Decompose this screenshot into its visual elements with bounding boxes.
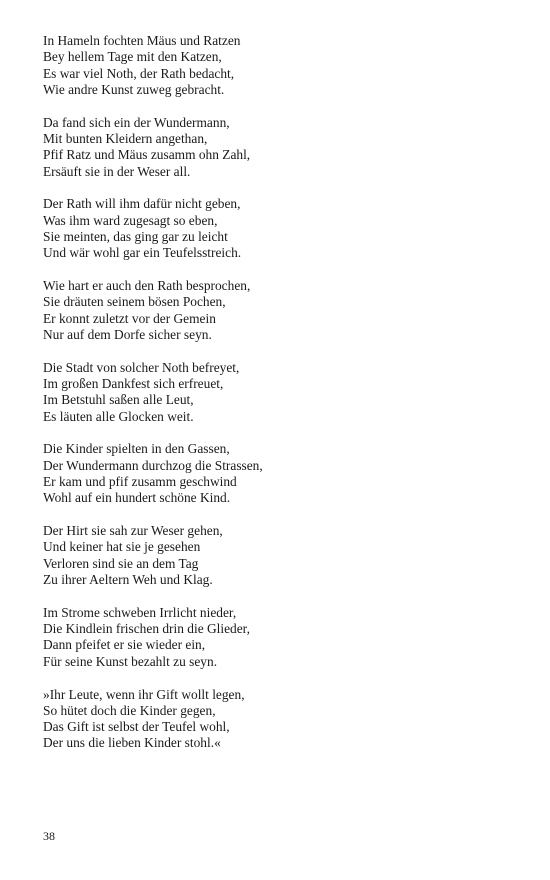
poem-line: Dann pfeifet er sie wieder ein, [43,637,206,653]
poem-line: Der Hirt sie sah zur Weser gehen, [43,523,223,539]
poem-line: Da fand sich ein der Wundermann, [43,114,230,130]
poem-line: Für seine Kunst bezahlt zu seyn. [43,653,218,669]
poem-line: Bey hellem Tage mit den Katzen, [43,49,222,65]
stanza-6 [43,441,523,506]
poem-line: Es läuten alle Glocken weit. [43,408,194,424]
poem-line: Im großen Dankfest sich erfreuet, [43,376,224,392]
poem-line: Die Stadt von solcher Noth befreyet, [43,359,240,375]
poem-line: Mit bunten Kleidern angethan, [43,130,208,146]
poem-line: Nur auf dem Dorfe sicher seyn. [43,326,212,342]
poem-line: Sie dräuten seinem bösen Pochen, [43,294,226,310]
stanza-1 [43,33,523,98]
stanza-5 [43,360,523,425]
poem [43,33,523,768]
poem-line: Sie meinten, das ging gar zu leicht [43,228,228,244]
poem-line: Ersäuft sie in der Weser all. [43,163,191,179]
poem-line: Das Gift ist selbst der Teufel wohl, [43,719,230,735]
poem-line: »Ihr Leute, wenn ihr Gift wollt legen, [43,686,245,702]
poem-line: Die Kindlein frischen drin die Glieder, [43,621,250,637]
stanza-7 [43,523,523,588]
poem-line: Im Betstuhl saßen alle Leut, [43,392,194,408]
poem-line: In Hameln fochten Mäus und Ratzen [43,33,241,48]
poem-line: Der Rath will ihm dafür nicht geben, [43,196,241,212]
stanza-9 [43,687,523,752]
poem-line: Der uns die lieben Kinder stohl.« [43,735,221,751]
stanza-4 [43,278,523,343]
stanza-2 [43,115,523,180]
poem-line: Die Kinder spielten in den Gassen, [43,441,230,457]
stanza-8 [43,605,523,670]
poem-line: Der Wundermann durchzog die Strassen, [43,457,263,473]
poem-line: Verloren sind sie an dem Tag [43,555,199,571]
stanza-3 [43,196,523,261]
poem-line: Wie hart er auch den Rath besprochen, [43,278,251,294]
poem-line: Pfif Ratz und Mäus zusamm ohn Zahl, [43,147,251,163]
poem-line: Zu ihrer Aeltern Weh und Klag. [43,572,213,588]
poem-line: So hütet doch die Kinder gegen, [43,702,216,718]
poem-line: Es war viel Noth, der Rath bedacht, [43,65,235,81]
poem-line: Wohl auf ein hundert schöne Kind. [43,490,231,506]
poem-line: Und keiner hat sie je gesehen [43,539,201,555]
poem-line: Wie andre Kunst zuweg gebracht. [43,81,225,97]
poem-line: Was ihm ward zugesagt so eben, [43,212,218,228]
poem-line: Er konnt zuletzt vor der Gemein [43,310,216,326]
poem-line: Er kam und pfif zusamm geschwind [43,474,237,490]
page-number: 38 [43,829,55,843]
poem-line: Und wär wohl gar ein Teufelsstreich. [43,245,242,261]
poem-line: Im Strome schweben Irrlicht nieder, [43,604,237,620]
